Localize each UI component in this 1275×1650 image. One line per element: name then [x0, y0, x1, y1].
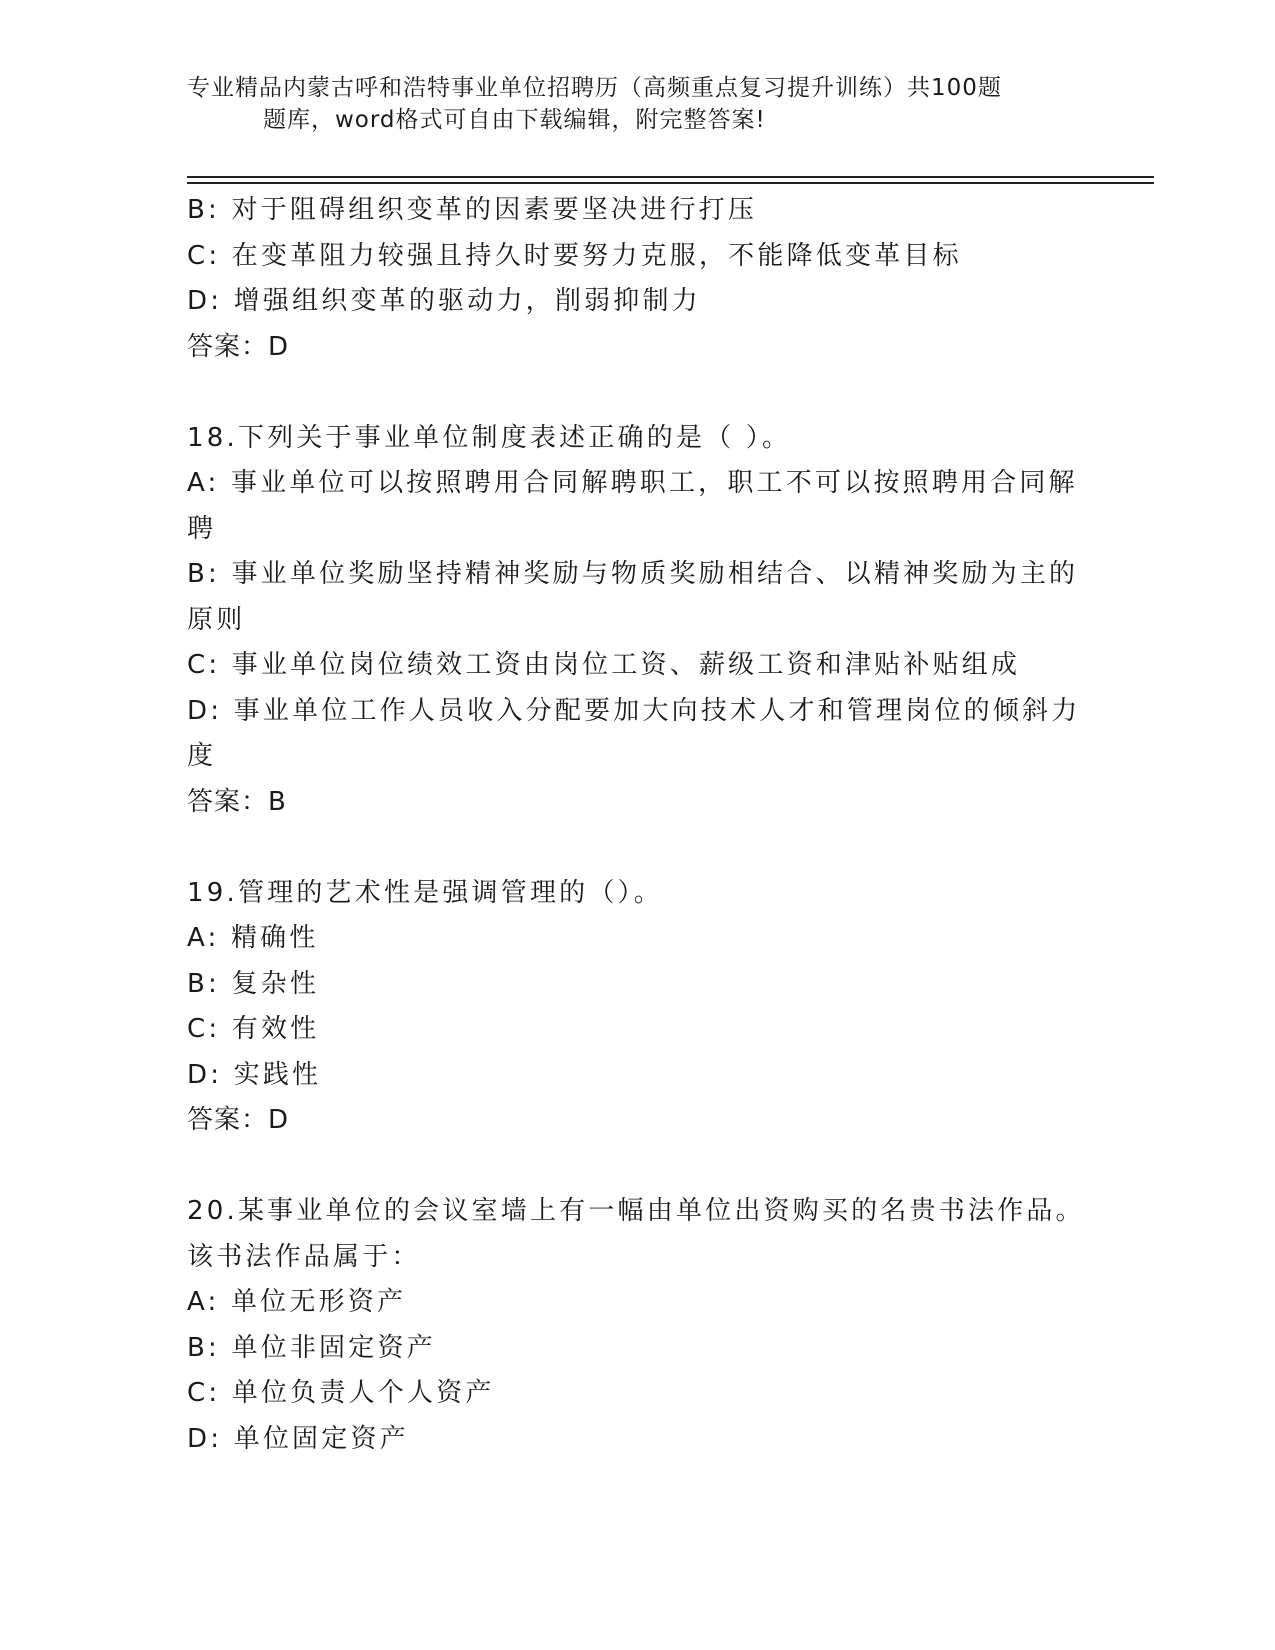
option-b-continued: 原则: [187, 604, 246, 635]
question-17: [187, 188, 1087, 370]
header-title-line-1: 专业精品内蒙古呼和浩特事业单位招聘历（高频重点复习提升训练）共100题: [187, 75, 1002, 101]
option-d: D: 增强组织变革的驱动力，削弱抑制力: [187, 286, 701, 316]
question-stem: 20.某事业单位的会议室墙上有一幅由单位出资购买的名贵书法作品。: [187, 1196, 1085, 1226]
question-stem: 19.管理的艺术性是强调管理的（）。: [187, 877, 663, 908]
header-title-line-2: 题库，word格式可自由下载编辑，附完整答案!: [263, 107, 766, 133]
spacer: [187, 370, 1087, 416]
question-stem-continued: 该书法作品属于：: [187, 1241, 421, 1272]
option-a: A: 精确性: [187, 923, 319, 953]
question-list: [187, 188, 1087, 1462]
option-b: B: 事业单位奖励坚持精神奖励与物质奖励相结合、以精神奖励为主的: [187, 559, 1079, 589]
option-c: C: 有效性: [187, 1014, 320, 1044]
answer: 答案：D: [187, 1105, 290, 1135]
header-divider-bottom: [187, 182, 1154, 184]
option-b: B: 对于阻碍组织变革的因素要坚决进行打压: [187, 195, 758, 225]
option-a: A: 事业单位可以按照聘用合同解聘职工，职工不可以按照聘用合同解: [187, 468, 1078, 498]
header-divider-top: [187, 176, 1154, 178]
answer: 答案：B: [187, 786, 287, 817]
option-d: D: 单位固定资产: [187, 1423, 409, 1454]
option-d-continued: 度: [187, 741, 217, 771]
option-d: D: 事业单位工作人员收入分配要加大向技术人才和管理岗位的倾斜力: [187, 695, 1081, 726]
document-header: [187, 72, 1067, 136]
option-b: B: 单位非固定资产: [187, 1332, 436, 1363]
answer: 答案：D: [187, 331, 290, 362]
option-c: C: 单位负责人个人资产: [187, 1378, 495, 1408]
option-a: A: 单位无形资产: [187, 1287, 407, 1317]
question-stem: 18.下列关于事业单位制度表述正确的是（ ）。: [187, 422, 792, 453]
question-20: [187, 1189, 1087, 1462]
option-b: B: 复杂性: [187, 968, 320, 999]
option-c: C: 在变革阻力较强且持久时要努力克服，不能降低变革目标: [187, 240, 962, 271]
option-a-continued: 聘: [187, 513, 217, 544]
spacer: [187, 1144, 1087, 1190]
spacer: [187, 825, 1087, 871]
option-d: D: 实践性: [187, 1059, 322, 1090]
question-19: [187, 871, 1087, 1144]
question-18: [187, 416, 1087, 826]
option-c: C: 事业单位岗位绩效工资由岗位工资、薪级工资和津贴补贴组成: [187, 650, 1021, 680]
